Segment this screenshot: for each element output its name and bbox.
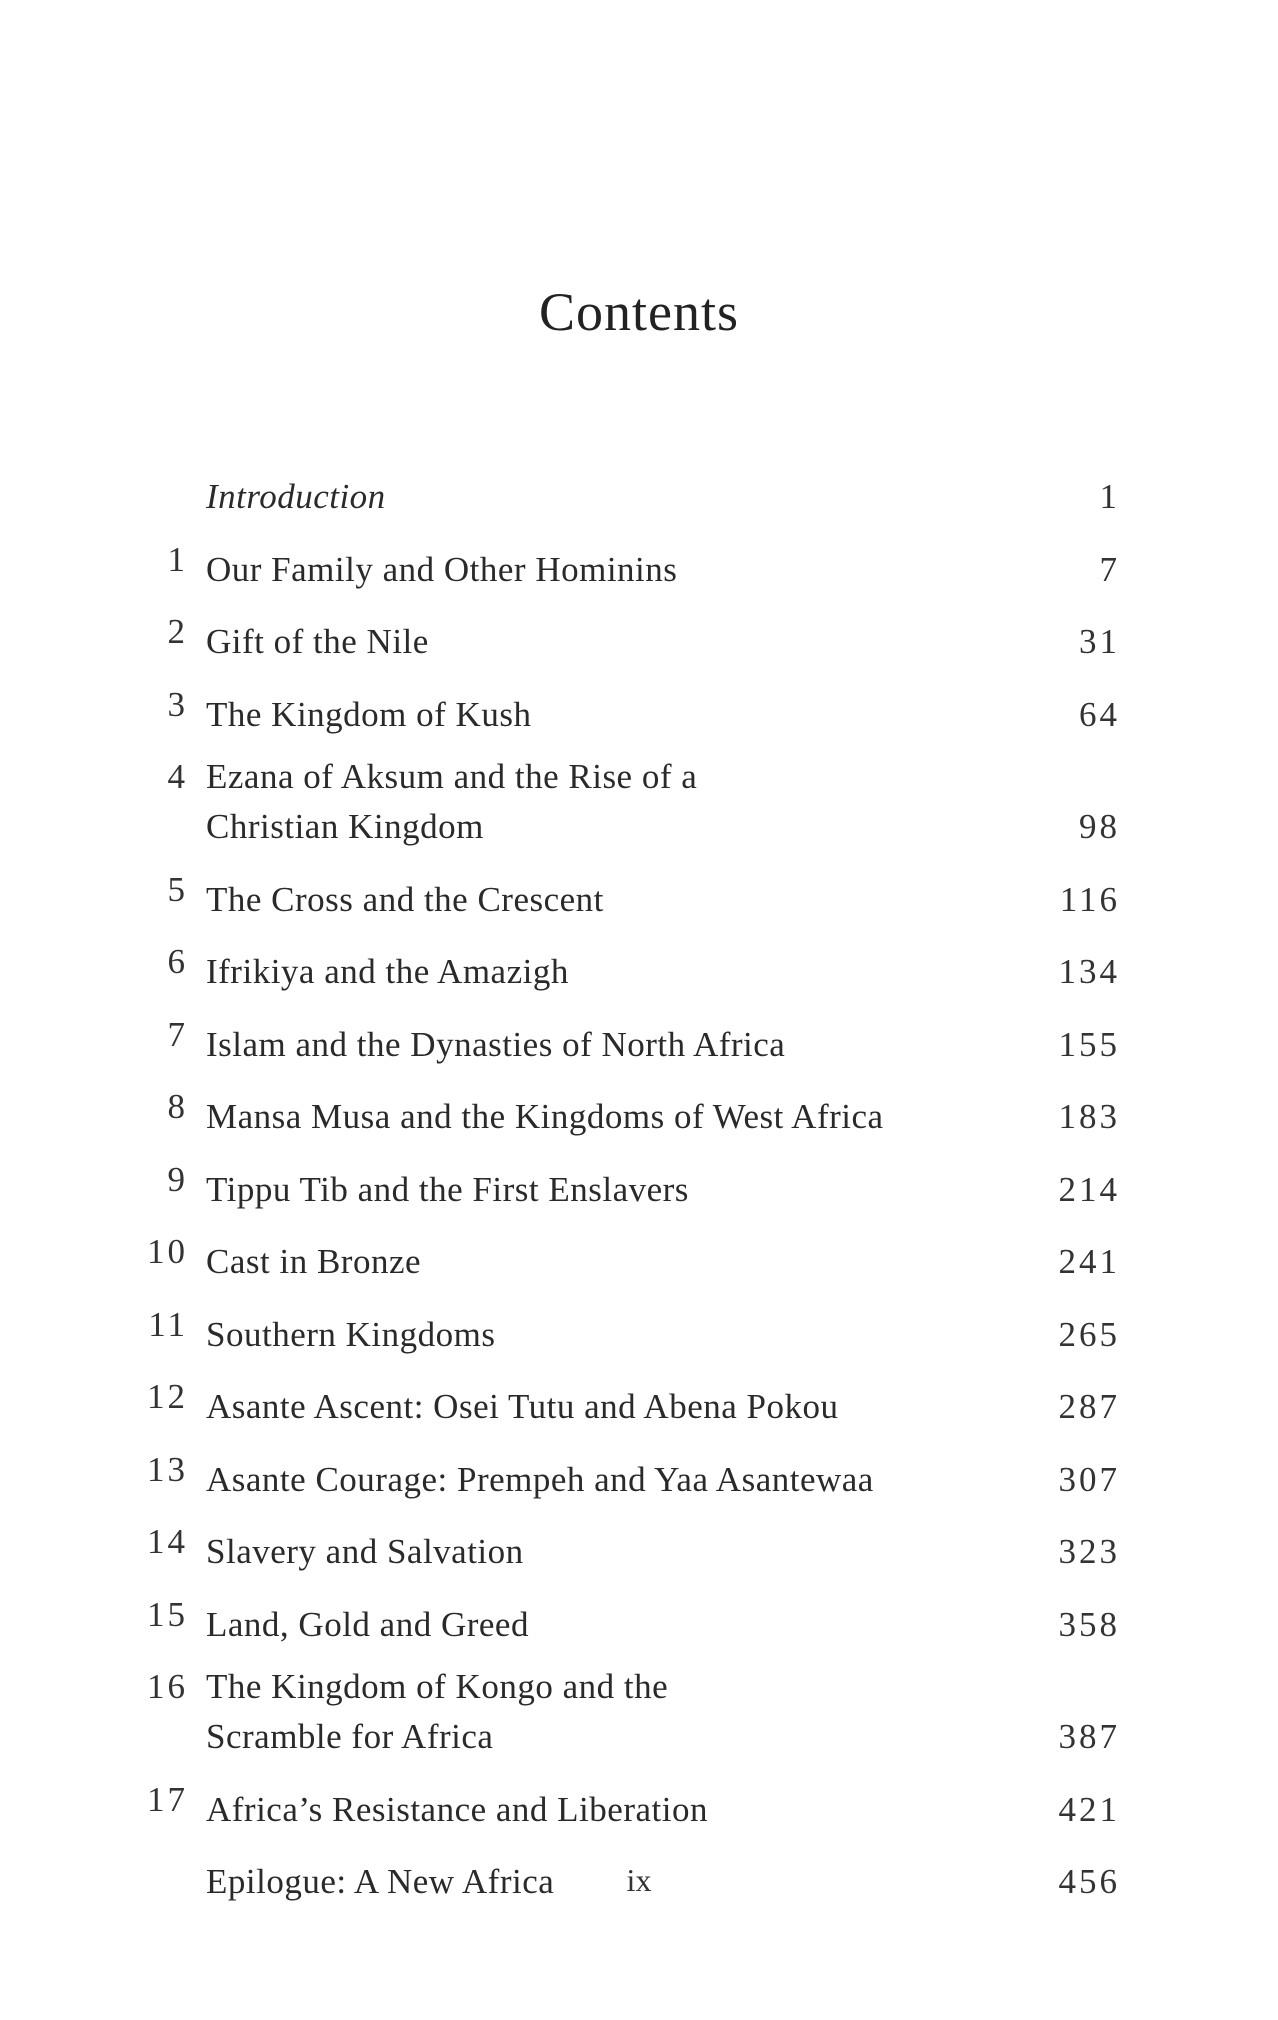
- page-title: Contents: [538, 282, 739, 343]
- page-number-folio: ix: [626, 1862, 652, 1898]
- toc-chapter-number: 4: [167, 757, 188, 796]
- toc-entry[interactable]: [140, 1227, 1120, 1287]
- toc-chapter-title: Islam and the Dynasties of North Africa: [206, 1024, 786, 1064]
- toc-entry[interactable]: [140, 535, 1120, 595]
- toc-entry[interactable]: [140, 680, 1120, 740]
- toc-chapter-number: 17: [147, 1779, 188, 1819]
- toc-chapter-title: Land, Gold and Greed: [206, 1604, 529, 1644]
- toc-chapter-title: Asante Ascent: Osei Tutu and Abena Pokou: [206, 1387, 839, 1426]
- toc-page-number: 64: [1079, 694, 1120, 734]
- toc-entry[interactable]: [140, 1010, 1120, 1070]
- toc-chapter-title: The Kingdom of Kongo and the Scramble for Africa: [206, 1667, 669, 1756]
- toc-page-number: 287: [1058, 1387, 1120, 1426]
- toc-chapter-title: Epilogue: A New Africa: [206, 1862, 555, 1901]
- toc-chapter-title: Asante Courage: Prempeh and Yaa Asantewaa: [206, 1459, 874, 1499]
- table-of-contents: [140, 462, 1120, 1920]
- toc-chapter-title: Our Family and Other Hominins: [206, 549, 678, 589]
- toc-entry[interactable]: [140, 1300, 1120, 1360]
- toc-page-number: 265: [1058, 1314, 1120, 1354]
- toc-page-number: 116: [1059, 879, 1120, 919]
- toc-entry[interactable]: [140, 1517, 1120, 1577]
- toc-page-number: 456: [1058, 1862, 1120, 1901]
- toc-chapter-number: 6: [167, 942, 188, 981]
- toc-chapter-number: 3: [167, 684, 188, 724]
- toc-page-number: 1: [1099, 477, 1120, 516]
- toc-chapter-title: Mansa Musa and the Kingdoms of West Africa: [206, 1097, 884, 1136]
- toc-page-number: 214: [1058, 1169, 1120, 1209]
- toc-entry[interactable]: [140, 937, 1120, 997]
- toc-chapter-title: Cast in Bronze: [206, 1242, 422, 1281]
- toc-page-number: 31: [1079, 622, 1120, 661]
- toc-page-number: 387: [1058, 1717, 1120, 1756]
- toc-chapter-title: The Kingdom of Kush: [206, 694, 532, 734]
- toc-page-number: 98: [1079, 807, 1120, 846]
- toc-page-number: 307: [1058, 1459, 1120, 1499]
- toc-entry[interactable]: [140, 607, 1120, 667]
- toc-entry[interactable]: [140, 1082, 1120, 1142]
- toc-page-number: 241: [1058, 1242, 1120, 1281]
- toc-page-number: 323: [1058, 1532, 1120, 1571]
- toc-page-number: 183: [1058, 1097, 1120, 1136]
- toc-page-number: 155: [1058, 1024, 1120, 1064]
- toc-chapter-title: Slavery and Salvation: [206, 1532, 524, 1571]
- toc-chapter-number: 1: [167, 539, 188, 579]
- toc-chapter-title: Ezana of Aksum and the Rise of a Christian Kingdom: [206, 757, 698, 846]
- toc-chapter-number: 13: [147, 1449, 188, 1489]
- toc-chapter-title: Tippu Tib and the First Enslavers: [206, 1169, 689, 1209]
- toc-entry[interactable]: [140, 865, 1120, 925]
- toc-entry[interactable]: [140, 1155, 1120, 1215]
- toc-chapter-number: 5: [167, 869, 188, 909]
- toc-chapter-number: 15: [147, 1594, 188, 1634]
- toc-chapter-number: 2: [167, 612, 188, 651]
- toc-chapter-title: Southern Kingdoms: [206, 1314, 496, 1354]
- toc-chapter-number: 7: [167, 1014, 188, 1054]
- toc-chapter-number: 9: [167, 1159, 188, 1199]
- toc-entry[interactable]: [140, 1445, 1120, 1505]
- toc-entry[interactable]: [140, 752, 1120, 852]
- toc-entry[interactable]: [140, 1372, 1120, 1432]
- toc-page-number: 134: [1058, 952, 1120, 991]
- toc-chapter-title: Ifrikiya and the Amazigh: [206, 952, 569, 991]
- toc-chapter-number: 14: [147, 1522, 188, 1561]
- toc-chapter-title: The Cross and the Crescent: [206, 879, 604, 919]
- toc-page-number: 7: [1099, 549, 1120, 589]
- toc-entry[interactable]: [140, 1590, 1120, 1650]
- toc-entry[interactable]: [140, 462, 1120, 522]
- toc-chapter-title: Africa’s Resistance and Liberation: [206, 1789, 708, 1829]
- toc-chapter-number: 8: [167, 1087, 188, 1126]
- toc-page-number: 358: [1058, 1604, 1120, 1644]
- toc-chapter-number: 16: [147, 1667, 188, 1706]
- toc-chapter-number: 10: [147, 1232, 188, 1271]
- toc-chapter-number: 12: [147, 1377, 188, 1416]
- toc-entry[interactable]: [140, 1662, 1120, 1762]
- toc-page-number: 421: [1058, 1789, 1120, 1829]
- toc-chapter-title: Introduction: [206, 477, 386, 516]
- toc-chapter-title: Gift of the Nile: [206, 622, 429, 661]
- toc-entry[interactable]: [140, 1775, 1120, 1835]
- toc-chapter-number: 11: [148, 1304, 188, 1344]
